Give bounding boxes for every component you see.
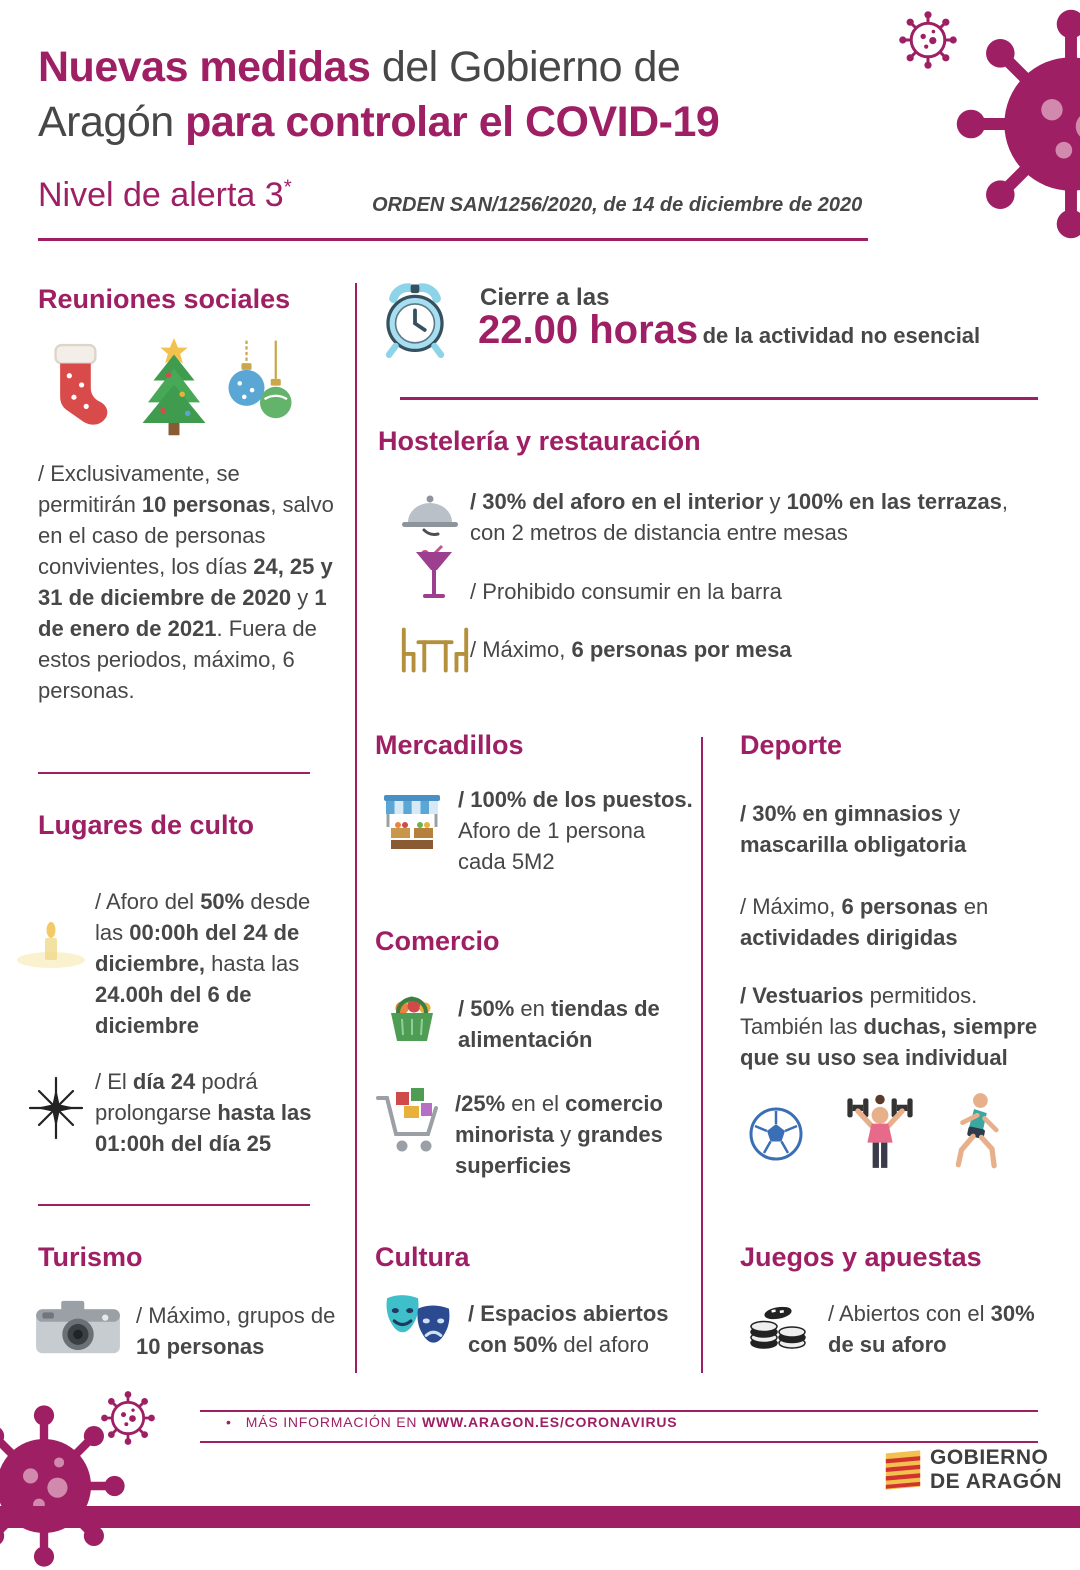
- section-title-turismo: Turismo: [38, 1242, 143, 1272]
- baubles-icon: [224, 340, 296, 438]
- alert-level: Nivel de alerta 3*: [38, 176, 292, 214]
- hosteleria-item-3: / Máximo, 6 personas por mesa: [470, 637, 792, 662]
- page-title: [38, 40, 719, 150]
- virus-solid-icon: [0, 1402, 128, 1570]
- vertical-divider-right: [701, 737, 703, 1373]
- deporte-item-1: / 30% en gimnasios y mascarilla obligatoria: [740, 801, 967, 857]
- reuniones-body: / Exclusivamente, se permitirán 10 personas, salvo en el caso de personas convivientes, los días 24, 25 y 31 de diciembre de 2020 y 1 de enero de 2021. Fuera de estos periodos, máximo, 6 personas.: [38, 461, 334, 703]
- shopping-cart-icon: [374, 1082, 442, 1162]
- title-line-1: Nuevas medidas del Gobierno de: [38, 43, 681, 91]
- cierre-suffix: de la actividad no esencial: [702, 323, 981, 348]
- cocktail-icon: [412, 543, 456, 611]
- section-title-reuniones: Reuniones sociales: [38, 284, 291, 314]
- logo-line-2: DE ARAGÓN: [930, 1470, 1063, 1493]
- footer-divider-top: [200, 1410, 1038, 1412]
- grocery-basket-icon: [380, 984, 444, 1046]
- cierre-intro: Cierre a las: [480, 284, 610, 311]
- hosteleria-item-1: / 30% del aforo en el interior y 100% en las terrazas, con 2 metros de distancia entre mesas: [470, 489, 1009, 545]
- bottom-bar: [0, 1506, 1080, 1528]
- serving-cloche-icon: [398, 490, 462, 538]
- christmas-stocking-icon: [42, 342, 112, 434]
- section-title-juegos: Juegos y apuestas: [740, 1242, 982, 1272]
- alarm-clock-icon: [376, 278, 454, 358]
- comercio-item-1: / 50% en tiendas de alimentación: [458, 996, 660, 1052]
- cierre-time-line: [478, 308, 980, 353]
- theater-masks-icon: [378, 1290, 458, 1356]
- order-reference: ORDEN SAN/1256/2020, de 14 de diciembre de 2020: [372, 194, 863, 216]
- weightlifter-icon: [842, 1090, 918, 1170]
- turismo-item-1: / Máximo, grupos de 10 personas: [136, 1303, 336, 1359]
- alert-asterisk: *: [283, 176, 292, 199]
- deporte-item-2: / Máximo, 6 personas en actividades dirigidas: [740, 894, 989, 950]
- hosteleria-item-2: / Prohibido consumir en la barra: [470, 579, 782, 604]
- poker-chips-icon: [746, 1294, 810, 1354]
- section-title-cultura: Cultura: [375, 1242, 470, 1272]
- section-title-hosteleria: Hostelería y restauración: [378, 426, 701, 456]
- section-title-comercio: Comercio: [375, 926, 500, 956]
- title-line-2: Aragón para controlar el COVID-19: [38, 98, 720, 146]
- comercio-item-2: /25% en el comercio minorista y grandes superficies: [455, 1091, 663, 1178]
- footer-info-text: MÁS INFORMACIÓN EN: [245, 1414, 422, 1430]
- runner-icon: [938, 1090, 1006, 1170]
- lugares-item-1: / Aforo del 50% desde las 00:00h del 24 de diciembre, hasta las 24.00h del 6 de diciembre: [95, 889, 311, 1038]
- lugares-item-2: / El día 24 podrá prolongarse hasta las 01:00h del día 25: [95, 1069, 312, 1156]
- divider-cierre: [400, 397, 1038, 400]
- logo-line-1: GOBIERNO: [930, 1446, 1049, 1469]
- christmas-tree-icon: [132, 334, 216, 438]
- section-title-mercadillos: Mercadillos: [375, 730, 524, 760]
- market-stall-icon: [382, 792, 442, 852]
- aragon-flag-icon: [882, 1446, 924, 1492]
- footer-info: [226, 1414, 677, 1430]
- gobierno-aragon-logo: [930, 1446, 1062, 1494]
- divider-reuniones-lugares: [38, 772, 310, 774]
- table-chairs-icon: [396, 624, 474, 676]
- section-title-lugares: Lugares de culto: [38, 810, 255, 840]
- cultura-item-1: / Espacios abiertos con 50% del aforo: [468, 1301, 669, 1357]
- footer-divider-bottom: [200, 1441, 1038, 1443]
- camera-icon: [34, 1294, 122, 1358]
- divider-lugares-turismo: [38, 1204, 310, 1206]
- star-sparkle-icon: [24, 1076, 88, 1140]
- soccer-ball-icon: [748, 1106, 804, 1162]
- cierre-time: 22.00 horas: [478, 308, 699, 352]
- mercadillos-item-1: / 100% de los puestos. Aforo de 1 persona cada 5M2: [458, 787, 693, 874]
- header-divider: [38, 238, 868, 241]
- candle-icon: [14, 918, 88, 970]
- virus-outline-icon: [898, 10, 958, 70]
- vertical-divider-left: [355, 283, 357, 1373]
- section-title-deporte: Deporte: [740, 730, 843, 760]
- virus-solid-icon: [952, 5, 1080, 243]
- footer-info-link[interactable]: WWW.ARAGON.ES/CORONAVIRUS: [422, 1414, 678, 1430]
- bullet: •: [226, 1414, 232, 1430]
- juegos-item-1: / Abiertos con el 30% de su aforo: [828, 1301, 1035, 1357]
- deporte-item-3: / Vestuarios permitidos. También las duchas, siempre que su uso sea individual: [740, 983, 1038, 1070]
